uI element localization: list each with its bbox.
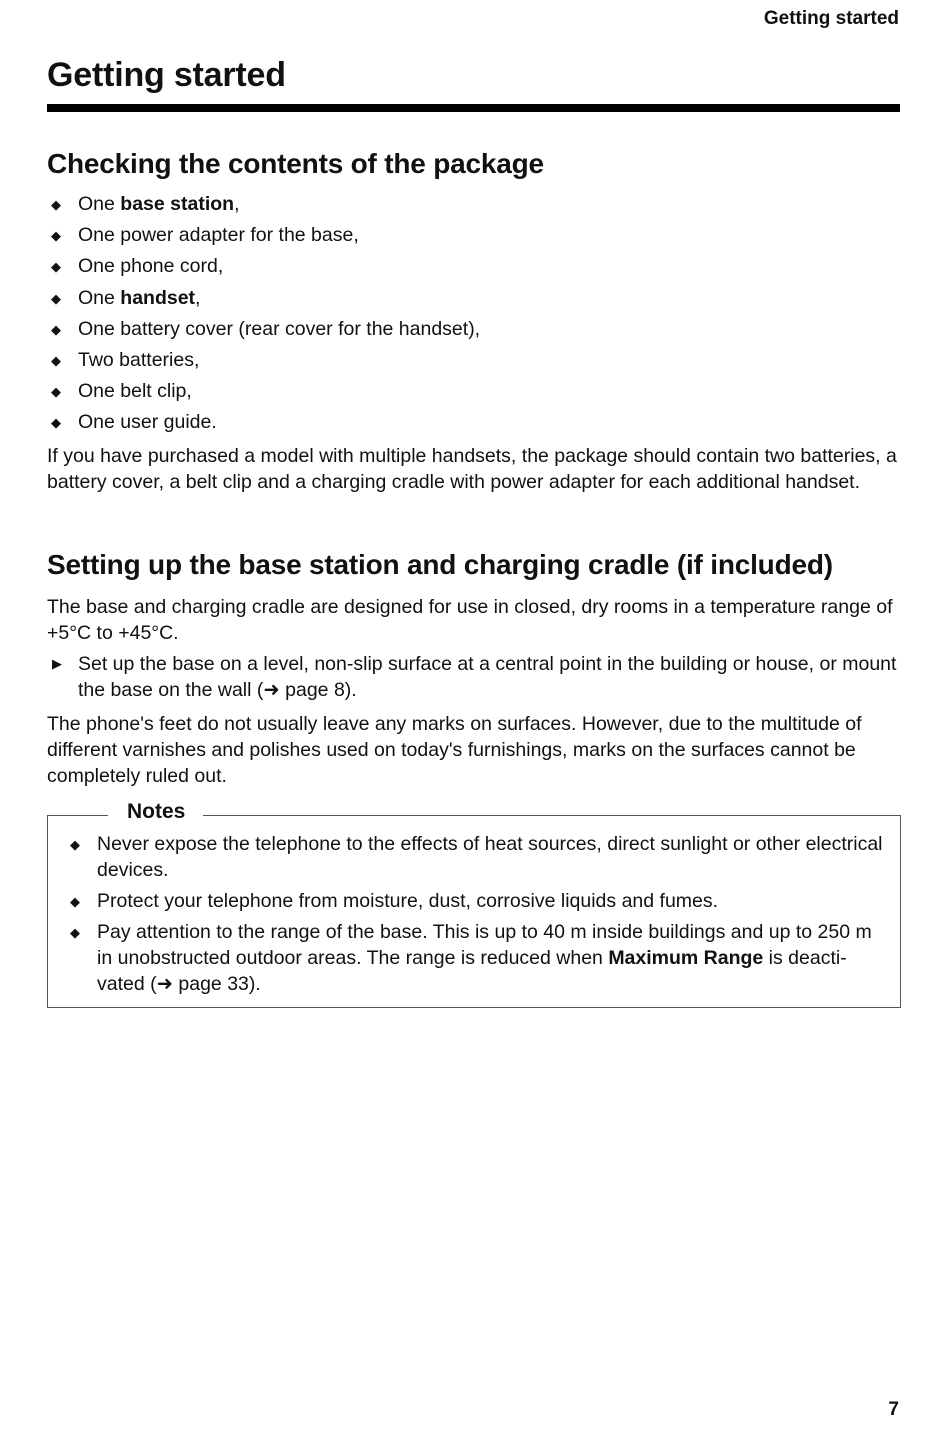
setup-steps — [47, 651, 900, 703]
title-rule — [47, 104, 900, 112]
bullet-diamond-icon: ◆ — [51, 290, 61, 306]
note-item: ◆ Protect your telephone from moisture, dust, corrosive liquids and fumes. — [66, 888, 886, 914]
list-item: ◆ One phone cord, — [47, 253, 900, 284]
package-contents-list — [47, 191, 900, 441]
bullet-diamond-icon: ◆ — [51, 228, 61, 244]
running-header: Getting started — [763, 8, 899, 29]
list-item: ◆ One handset, — [47, 285, 900, 316]
bullet-diamond-icon: ◆ — [51, 259, 61, 275]
arrow-icon: ➜ — [156, 973, 173, 995]
page-reference: page 33 — [178, 973, 249, 995]
bullet-diamond-icon: ◆ — [70, 894, 80, 909]
notes-list — [66, 831, 886, 1002]
list-item: ◆ Two batteries, — [47, 347, 900, 378]
list-item: ◆ One battery cover (rear cover for the handset), — [47, 316, 900, 347]
list-item: ◆ One belt clip, — [47, 378, 900, 409]
note-item: ◆ Never expose the telephone to the effects of heat sources, direct sunlight or other electrical devices. — [70, 833, 883, 881]
setup-step: ▶ Set up the base on a level, non-slip surface at a central point in the building or house, or mount the base on the wall (➜ page 8). — [52, 653, 897, 701]
page-number: 7 — [888, 1399, 899, 1420]
bullet-diamond-icon: ◆ — [51, 352, 61, 368]
bullet-diamond-icon: ◆ — [70, 837, 80, 852]
bullet-diamond-icon: ◆ — [51, 321, 61, 337]
list-item: ◆ One power adapter for the base, — [47, 222, 900, 253]
arrow-icon: ➜ — [263, 679, 280, 701]
section-heading-contents: Checking the contents of the package — [47, 148, 544, 179]
bullet-diamond-icon: ◆ — [51, 197, 61, 212]
multiple-handsets-note: If you have purchased a model with multiple handsets, the package should contain two batteries, a battery cover, a belt clip and a charging cradle with power adapter for each additional handset. — [47, 445, 897, 493]
bullet-diamond-icon: ◆ — [51, 384, 61, 400]
page-reference: page 8 — [285, 679, 345, 701]
bullet-diamond-icon: ◆ — [51, 415, 61, 431]
bullet-diamond-icon: ◆ — [70, 925, 80, 940]
list-item: ◆ One user guide. — [47, 409, 900, 440]
feet-marks-note: The phone's feet do not usually leave any marks on surfaces. However, due to the multitude of different varnishes and polishes used on today's furnishings, marks on the surfaces cannot be completely ruled out. — [47, 713, 862, 787]
note-item: ◆ Pay attention to the range of the base. This is up to 40 m inside buildings and up to 250 m in unobstructed outdoor areas. The range is reduced when Maximum Range is deacti-vated (➜ page 33). — [70, 921, 872, 995]
list-item: ◆ One base station, — [47, 191, 900, 222]
step-marker-icon: ▶ — [52, 656, 62, 671]
page-title: Getting started — [47, 56, 286, 94]
setup-intro: The base and charging cradle are designed for use in closed, dry rooms in a temperature range of +5°C to +45°C. — [47, 596, 893, 644]
notes-label: Notes — [108, 799, 203, 825]
section-heading-setup: Setting up the base station and charging cradle (if included) — [47, 549, 833, 580]
